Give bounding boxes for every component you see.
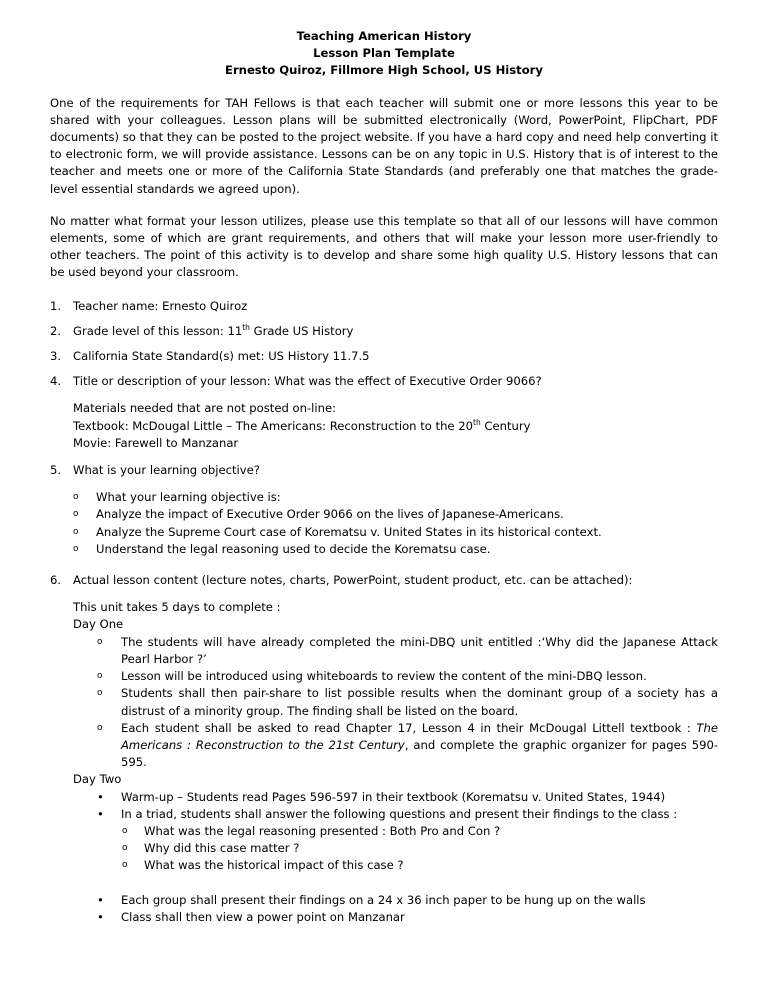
list-item	[50, 840, 718, 857]
list-item-text: Analyze the impact of Executive Order 9066 on the lives of Japanese-Americans.	[96, 507, 564, 522]
materials-movie: Movie: Farewell to Manzanar	[73, 435, 239, 450]
list-item	[50, 789, 718, 806]
disc-bullet-icon: •	[97, 806, 104, 821]
list-item	[50, 634, 718, 668]
list-item-text: , and complete the graphic organizer for pages 590-595.	[121, 737, 719, 770]
list-item	[50, 668, 718, 685]
list-item	[50, 823, 718, 840]
disc-bullet-icon: •	[97, 909, 104, 924]
day-two-heading: Day Two	[73, 772, 122, 787]
list-item	[73, 489, 718, 506]
disc-bullet-icon: •	[97, 789, 104, 804]
item-number: 6.	[50, 573, 62, 588]
circle-bullet-icon: o	[97, 722, 103, 733]
list-item-text: Each group shall present their findings on a 24 x 36 inch paper to be hung up on the walls	[121, 892, 646, 907]
item-text: Teacher name: Ernesto Quiroz	[73, 298, 248, 313]
header-title: Teaching American History	[296, 29, 472, 43]
circle-bullet-icon: o	[122, 860, 128, 871]
circle-bullet-icon: o	[73, 509, 79, 520]
list-item-text: Analyze the Supreme Court case of Korematsu v. United States in its historical context.	[96, 524, 602, 539]
materials-block	[73, 400, 718, 452]
item-standards	[50, 348, 718, 365]
item-text: Title or description of your lesson: What was the effect of Executive Order 9066?	[73, 374, 542, 389]
document-page	[50, 28, 718, 926]
item-text: Grade level of this lesson: 11	[73, 323, 243, 338]
circle-bullet-icon: o	[97, 636, 103, 647]
item-grade-level	[50, 323, 718, 340]
circle-bullet-icon: o	[97, 688, 103, 699]
superscript: th	[242, 322, 250, 332]
circle-bullet-icon: o	[97, 671, 103, 682]
list-item-text: Understand the legal reasoning used to decide the Korematsu case.	[96, 541, 491, 556]
list-item-text: Warm-up – Students read Pages 596-597 in their textbook (Korematsu v. United States, 1944)	[121, 789, 666, 804]
intro-paragraph-2: No matter what format your lesson utilizes, please use this template so that all of our lessons will have common elements, some of which are grant requirements, and others that will make your lesson more user-friendly to other teachers. The point of this activity is to develop and share some high quality U.S. History lessons that can be used beyond your classroom.	[50, 213, 718, 280]
circle-bullet-icon: o	[73, 492, 79, 503]
textbook-text: Century	[480, 418, 531, 433]
item-text: California State Standard(s) met: US History 11.7.5	[73, 349, 370, 364]
textbook-text: Textbook: McDougal Little – The Americans: Reconstruction to the 20	[73, 418, 473, 433]
list-item	[73, 506, 718, 523]
list-item-text: What your learning objective is:	[96, 490, 281, 505]
item-number: 1.	[50, 298, 62, 313]
materials-label: Materials needed that are not posted on-line:	[73, 401, 336, 416]
list-item	[50, 806, 718, 823]
list-item	[73, 541, 718, 558]
circle-bullet-icon: o	[73, 526, 79, 537]
list-item-text: In a triad, students shall answer the following questions and present their findings to the class :	[121, 806, 678, 821]
header-author: Ernesto Quiroz, Fillmore High School, US History	[225, 63, 543, 78]
item-text: Grade US History	[249, 323, 354, 338]
circle-bullet-icon: o	[122, 843, 128, 854]
item-lesson-content	[50, 572, 718, 589]
circle-bullet-icon: o	[122, 825, 128, 836]
item-number: 3.	[50, 349, 62, 364]
header-subtitle: Lesson Plan Template	[313, 46, 455, 61]
textbook-title: The Americans : Reconstruction to the 21st Century	[121, 720, 718, 752]
item-number: 4.	[50, 374, 62, 389]
list-item-text: What was the historical impact of this case ?	[144, 858, 404, 873]
item-text: Actual lesson content (lecture notes, charts, PowerPoint, student product, etc. can be attached):	[73, 573, 633, 588]
item-number: 2.	[50, 323, 62, 338]
list-item-text: Lesson will be introduced using whiteboards to review the content of the mini-DBQ lesson.	[121, 669, 647, 684]
item-number: 5.	[50, 463, 62, 478]
header	[50, 28, 718, 80]
superscript: th	[473, 417, 481, 427]
circle-bullet-icon: o	[73, 543, 79, 554]
list-item	[50, 892, 718, 909]
objectives-list	[73, 489, 718, 558]
list-item-text: The students will have already completed the mini-DBQ unit entitled :‘Why did the Japanese Attack Pearl Harbor ?’	[121, 634, 718, 666]
item-text: What is your learning objective?	[73, 463, 260, 478]
materials-textbook	[73, 418, 718, 435]
list-item-text: Each student shall be asked to read Chapter 17, Lesson 4 in their McDougal Littell textbook :	[121, 720, 697, 735]
lesson-content	[50, 599, 718, 926]
list-item-text: What was the legal reasoning presented : Both Pro and Con ?	[144, 823, 501, 838]
list-item	[73, 524, 718, 541]
list-item-text: Why did this case matter ?	[144, 841, 300, 856]
list-item	[50, 720, 718, 772]
list-item-text: Students shall then pair-share to list possible results when the dominant group of a society has a distrust of a minority group. The finding shall be listed on the board.	[121, 686, 718, 718]
disc-bullet-icon: •	[97, 892, 104, 907]
item-teacher-name	[50, 298, 718, 315]
unit-duration: This unit takes 5 days to complete :	[73, 600, 281, 615]
list-item	[50, 685, 718, 719]
list-item	[50, 909, 718, 926]
item-title	[50, 373, 718, 390]
list-item	[50, 857, 718, 874]
day-one-heading: Day One	[73, 617, 124, 632]
item-objective	[50, 462, 718, 479]
list-item-text: Class shall then view a power point on Manzanar	[121, 909, 405, 924]
intro-paragraph-1: One of the requirements for TAH Fellows is that each teacher will submit one or more lessons this year to be shared with your colleagues. Lesson plans will be submitted electronically (Word, PowerPoint, FlipChart, PDF documents) so that they can be posted to the project website. If you have a hard copy and need help converting it to electronic form, we will provide assistance. Lessons can be on any topic in U.S. History that is of interest to the teacher and meets one or more of the California State Standards (and preferably one that matches the grade-level essential standards we agreed upon).	[50, 95, 718, 196]
